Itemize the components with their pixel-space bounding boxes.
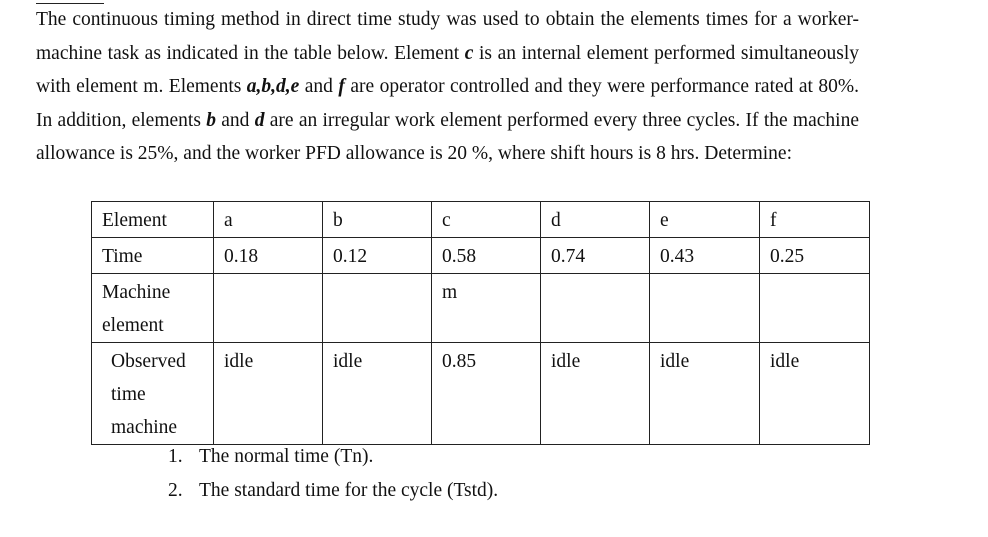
row-header-observed-time: Observed time machine <box>92 343 214 445</box>
problem-text-3: and <box>299 76 339 98</box>
problem-statement <box>36 3 859 171</box>
question-list <box>168 440 498 507</box>
list-item <box>168 440 498 474</box>
table-cell: 0.18 <box>214 238 323 274</box>
table-cell: m <box>432 274 541 343</box>
table-cell: 0.85 <box>432 343 541 445</box>
element-c-label: c <box>464 42 474 64</box>
table-cell: 0.58 <box>432 238 541 274</box>
problem-text-4: are operator controlled and they were performance rated at 80%. In addition, elements <box>36 76 860 131</box>
table-cell <box>214 274 323 343</box>
table-cell: idle <box>214 343 323 445</box>
problem-text-2: is an internal element performed simultaneously with element m. Elements <box>36 42 859 98</box>
problem-text-5: and <box>215 109 255 131</box>
row-header-time: Time <box>92 238 214 274</box>
table-cell: 0.25 <box>760 238 870 274</box>
table-cell: a <box>214 202 323 238</box>
table-cell: idle <box>760 343 870 445</box>
element-d-label: d <box>254 109 265 131</box>
table-row-element <box>92 202 870 238</box>
table-cell: idle <box>323 343 432 445</box>
question-text: The normal time (Tn). <box>199 446 374 467</box>
elements-abde-label: a,b,d,e <box>246 76 300 98</box>
table-cell: b <box>323 202 432 238</box>
question-number: 2. <box>168 479 183 501</box>
problem-text-6: are an irregular work element performed every three cycles. If the machine allowance is 25%, and the worker PFD allowance is 20 %, where shift hours is 8 hrs. Determine: <box>36 109 859 165</box>
table-cell <box>323 274 432 343</box>
question-number: 1. <box>168 446 183 467</box>
time-study-table <box>91 201 870 445</box>
table-cell <box>541 274 650 343</box>
table-cell: idle <box>650 343 760 445</box>
element-b-label: b <box>206 109 216 131</box>
table-row-observed-time <box>92 343 870 445</box>
table-cell: 0.43 <box>650 238 760 274</box>
table-cell: e <box>650 202 760 238</box>
table-row-time <box>92 238 870 274</box>
question-text: The standard time for the cycle (Tstd). <box>199 479 499 501</box>
row-header-element: Element <box>92 202 214 238</box>
table-cell: f <box>760 202 870 238</box>
list-item <box>168 474 498 508</box>
table-cell <box>650 274 760 343</box>
table-cell <box>760 274 870 343</box>
table-cell: idle <box>541 343 650 445</box>
row-header-machine-element: Machine element <box>92 274 214 343</box>
table-row-machine-element <box>92 274 870 343</box>
table-cell: d <box>541 202 650 238</box>
table-cell: 0.74 <box>541 238 650 274</box>
problem-text-1: The continuous timing method in direct time study was used to obtain the elements times for a worker-machine task as indicated in the table below. Element <box>36 9 859 64</box>
element-f-label: f <box>338 76 345 98</box>
table-cell: 0.12 <box>323 238 432 274</box>
table-cell: c <box>432 202 541 238</box>
